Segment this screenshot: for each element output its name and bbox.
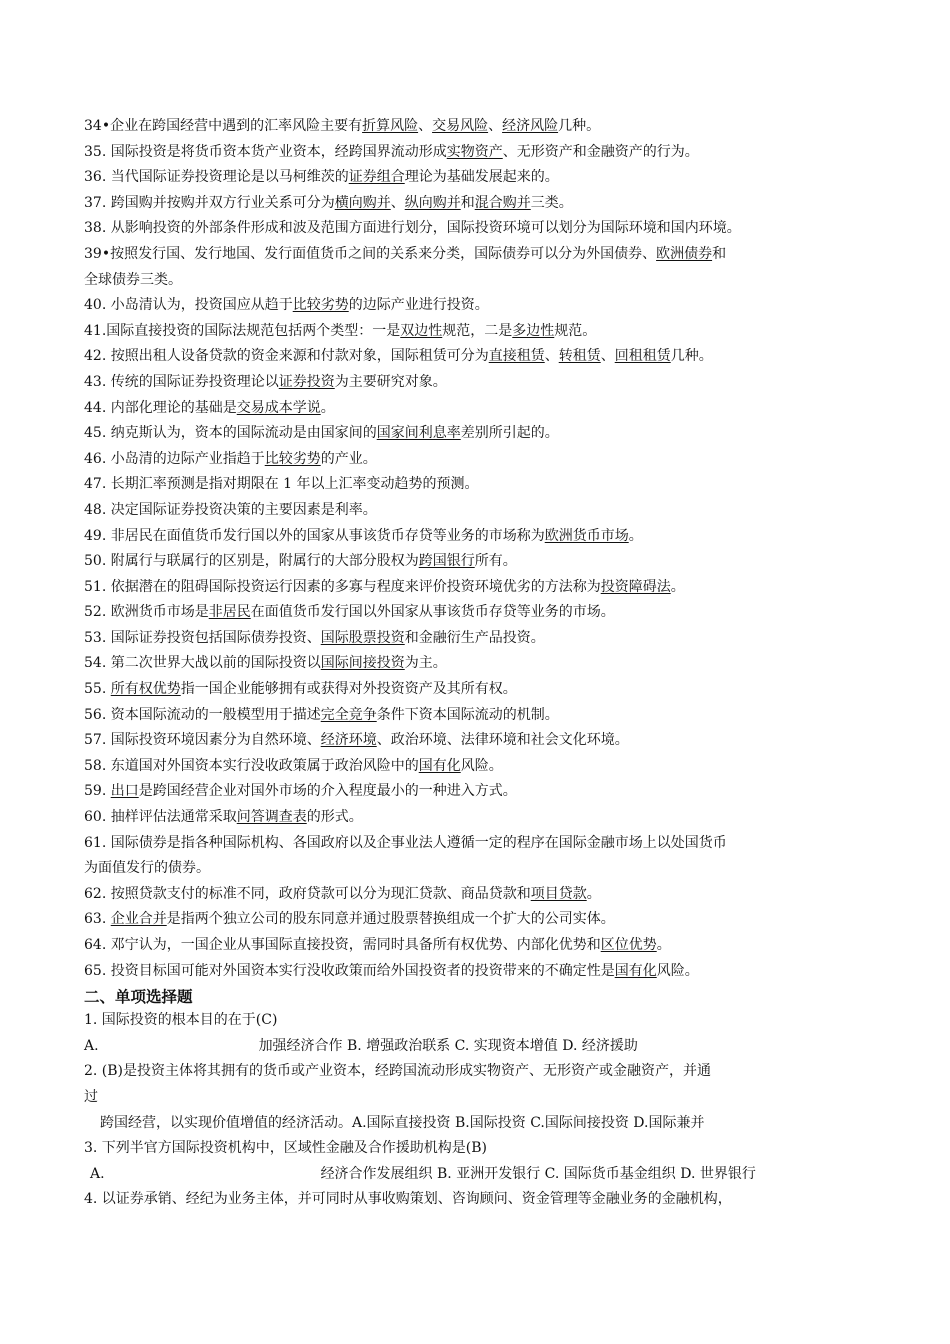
- fill-blank-line: [84, 319, 874, 345]
- line-text: 43. 传统的国际证券投资理论以: [84, 373, 279, 390]
- line-text: 58. 东道国对外国资本实行没收政策属于政治风险中的: [84, 757, 419, 774]
- underlined-answer: 问答调查表: [236, 809, 307, 826]
- underlined-answer: 双边性: [400, 322, 443, 339]
- line-text: 风险。: [460, 757, 503, 774]
- line-text: 55.: [84, 681, 111, 698]
- underlined-answer: 所有权优势: [110, 681, 181, 698]
- line-text: 35. 国际投资是将货币资本货产业资本，经跨国界流动形成: [84, 143, 447, 160]
- question-1-stem: 1. 国际投资的根本目的在于(C): [84, 1012, 278, 1029]
- underlined-answer: 折算风险: [362, 118, 419, 134]
- line-text: 39•按照发行国、发行地国、发行面值货币之间的关系来分类，国际债券可以分为外国债券、: [84, 245, 657, 262]
- fill-blank-line: [84, 907, 874, 933]
- fill-blank-section: [84, 114, 874, 984]
- question-1-options-rest: 加强经济合作 B. 增强政治联系 C. 实现资本增值 D. 经济援助: [258, 1037, 638, 1054]
- underlined-answer: 实物资产: [446, 143, 503, 160]
- line-text: 的产业。: [320, 450, 377, 467]
- fill-blank-line: [84, 575, 874, 601]
- question-3-stem: 3. 下列半官方国际投资机构中，区域性金融及合作援助机构是(B): [84, 1140, 488, 1157]
- fill-blank-line: [84, 959, 874, 985]
- fill-blank-line: [84, 933, 874, 959]
- line-text: 61. 国际债券是指各种国际机构、各国政府以及企事业法人遵循一定的程序在国际金融市场上以处国货币: [84, 834, 727, 851]
- fill-blank-line: [84, 600, 874, 626]
- fill-blank-line: [84, 396, 874, 422]
- underlined-answer: 证券组合: [348, 169, 405, 186]
- fill-blank-line: [84, 524, 874, 550]
- underlined-answer: 出口: [110, 783, 139, 800]
- question-2-stem-line-1: 2. (B)是投资主体将其拥有的货币或产业资本，经跨国流动形成实物资产、无形资产或金融资产，并通: [84, 1063, 712, 1080]
- line-text: 51. 依据潜在的阻碍国际投资运行因素的多寡与程度来评价投资环境优劣的方法称为: [84, 578, 601, 595]
- underlined-answer: 转租赁: [558, 348, 601, 365]
- underlined-answer: 投资障碍法: [600, 578, 671, 595]
- fill-blank-line: [84, 293, 874, 319]
- line-text: 条件下资本国际流动的机制。: [376, 706, 559, 723]
- underlined-answer: 国家间利息率: [376, 425, 461, 442]
- underlined-answer: 交易成本学说: [236, 399, 321, 416]
- line-text: 的边际产业进行投资。: [348, 297, 489, 314]
- line-text: 规范。: [554, 322, 597, 339]
- underlined-answer: 横向购并: [334, 194, 391, 211]
- line-text: 36. 当代国际证券投资理论是以马柯维茨的: [84, 169, 349, 186]
- underlined-answer: 国际股票投资: [320, 629, 405, 646]
- fill-blank-line: [84, 216, 874, 242]
- line-text: 。: [320, 399, 335, 416]
- line-text: 为面值发行的债券。: [84, 860, 210, 877]
- line-text: 为主要研究对象。: [334, 373, 447, 390]
- underlined-answer: 回租租赁: [614, 348, 671, 365]
- line-text: 60. 抽样评估法通常采取: [84, 809, 237, 826]
- question-1-option-a: A.: [84, 1037, 99, 1054]
- line-text: 47. 长期汇率预测是指对期限在 1 年以上汇率变动趋势的预测。: [84, 476, 479, 493]
- line-text: 。: [656, 937, 671, 953]
- line-text: 48. 决定国际证券投资决策的主要因素是利率。: [84, 501, 377, 518]
- line-text: 。: [670, 578, 685, 595]
- underlined-answer: 非居民: [208, 604, 251, 621]
- underlined-answer: 欧洲债券: [656, 245, 713, 262]
- line-text: 、政治环境、法律环境和社会文化环境。: [376, 732, 629, 749]
- line-text: 、: [418, 118, 433, 134]
- line-text: 是指两个独立公司的股东同意并通过股票替换组成一个扩大的公司实体。: [166, 911, 615, 928]
- line-text: 所有。: [474, 553, 517, 570]
- underlined-answer: 国有化: [418, 757, 461, 774]
- line-text: 理论为基础发展起来的。: [404, 169, 559, 186]
- line-text: 。: [628, 527, 643, 544]
- document-page: [84, 114, 874, 1213]
- fill-blank-line: [84, 703, 874, 729]
- fill-blank-line: [84, 114, 874, 140]
- line-text: 、无形资产和金融资产的行为。: [502, 143, 699, 160]
- line-text: 在面值货币发行国以外国家从事该货币存贷等业务的市场。: [250, 604, 615, 621]
- question-1-options: [84, 1034, 874, 1060]
- fill-blank-line: [84, 805, 874, 831]
- line-text: 、: [390, 194, 405, 211]
- fill-blank-line: [84, 140, 874, 166]
- line-text: 几种。: [670, 348, 713, 365]
- line-text: 53. 国际证券投资包括国际债券投资、: [84, 629, 321, 646]
- question-3-options-rest: 经济合作发展组织 B. 亚洲开发银行 C. 国际货币基金组织 D. 世界银行: [320, 1165, 756, 1182]
- line-text: 三类。: [530, 194, 573, 211]
- line-text: 44. 内部化理论的基础是: [84, 399, 237, 416]
- question-2-stem-line-2: 过: [84, 1088, 98, 1105]
- line-text: 风险。: [656, 962, 699, 979]
- fill-blank-line: [84, 779, 874, 805]
- line-text: 是跨国经营企业对国外市场的介入程度最小的一种进入方式。: [138, 783, 517, 800]
- line-text: 59.: [84, 783, 111, 800]
- question-2-stem-line-3: 跨国经营，以实现价值增值的经济活动。A.国际直接投资 B.国际投资 C.国际间接投资 D.国际兼并: [100, 1114, 705, 1131]
- line-text: 63.: [84, 911, 111, 928]
- underlined-answer: 纵向购并: [404, 194, 461, 211]
- underlined-answer: 欧洲货币市场: [544, 527, 629, 544]
- line-text: 、: [600, 348, 615, 365]
- line-text: 62. 按照贷款支付的标准不同，政府贷款可以分为现汇贷款、商品贷款和: [84, 885, 531, 902]
- line-text: 全球债券三类。: [84, 271, 182, 288]
- line-text: 42. 按照出租人设备贷款的资金来源和付款对象，国际租赁可分为: [84, 348, 489, 365]
- fill-blank-line: [84, 242, 874, 268]
- question-3-option-a: A.: [90, 1165, 105, 1182]
- line-text: 规范，二是: [442, 322, 513, 339]
- fill-blank-line: [84, 831, 874, 857]
- underlined-answer: 混合购并: [474, 194, 531, 211]
- underlined-answer: 经济环境: [320, 732, 377, 749]
- line-text: 46. 小岛清的边际产业指趋于: [84, 450, 265, 467]
- line-text: 。: [586, 885, 601, 902]
- fill-blank-line: [84, 268, 874, 294]
- line-text: 和: [712, 245, 727, 262]
- fill-blank-line: [84, 651, 874, 677]
- underlined-answer: 多边性: [512, 322, 555, 339]
- fill-blank-line: [84, 626, 874, 652]
- underlined-answer: 跨国银行: [418, 553, 475, 570]
- underlined-answer: 经济风险: [502, 118, 559, 134]
- line-text: 40. 小岛清认为，投资国应从趋于: [84, 297, 293, 314]
- line-text: 的形式。: [306, 809, 363, 826]
- fill-blank-line: [84, 421, 874, 447]
- underlined-answer: 企业合并: [110, 911, 167, 928]
- underlined-answer: 直接租赁: [488, 348, 545, 365]
- underlined-answer: 证券投资: [278, 373, 335, 390]
- line-text: 45. 纳克斯认为，资本的国际流动是由国家间的: [84, 425, 377, 442]
- line-text: 37. 跨国购并按购并双方行业关系可分为: [84, 194, 335, 211]
- fill-blank-line: [84, 882, 874, 908]
- line-text: 、: [488, 118, 503, 134]
- underlined-answer: 区位优势: [600, 937, 657, 953]
- line-text: 34•企业在跨国经营中遇到的汇率风险主要有: [84, 118, 363, 134]
- fill-blank-line: [84, 370, 874, 396]
- line-text: 几种。: [558, 118, 601, 134]
- line-text: 52. 欧洲货币市场是: [84, 604, 209, 621]
- fill-blank-line: [84, 447, 874, 473]
- fill-blank-line: [84, 498, 874, 524]
- underlined-answer: 比较劣势: [292, 297, 349, 314]
- fill-blank-line: [84, 677, 874, 703]
- underlined-answer: 交易风险: [432, 118, 489, 134]
- fill-blank-line: [84, 728, 874, 754]
- fill-blank-line: [84, 191, 874, 217]
- line-text: 和金融衍生产品投资。: [404, 629, 545, 646]
- line-text: 50. 附属行与联属行的区别是，附属行的大部分股权为: [84, 553, 419, 570]
- underlined-answer: 项目贷款: [530, 885, 587, 902]
- fill-blank-line: [84, 165, 874, 191]
- line-text: 64. 邓宁认为，一国企业从事国际直接投资，需同时具备所有权优势、内部化优势和: [84, 937, 601, 953]
- underlined-answer: 完全竞争: [320, 706, 377, 723]
- fill-blank-line: [84, 549, 874, 575]
- line-text: 49. 非居民在面值货币发行国以外的国家从事该货币存贷等业务的市场称为: [84, 527, 545, 544]
- line-text: 65. 投资目标国可能对外国资本实行没收政策而给外国投资者的投资带来的不确定性是: [84, 962, 615, 979]
- question-4-stem: 4. 以证券承销、经纪为业务主体，并可同时从事收购策划、咨询顾问、资金管理等金融业务的金融机构，: [84, 1191, 732, 1208]
- question-3-options: [84, 1162, 874, 1188]
- underlined-answer: 国际间接投资: [320, 655, 405, 672]
- line-text: 41.国际直接投资的国际法规范包括两个类型：一是: [84, 322, 401, 339]
- underlined-answer: 国有化: [614, 962, 657, 979]
- line-text: 57. 国际投资环境因素分为自然环境、: [84, 732, 321, 749]
- fill-blank-line: [84, 472, 874, 498]
- line-text: 差别所引起的。: [460, 425, 559, 442]
- line-text: 指一国企业能够拥有或获得对外投资资产及其所有权。: [180, 681, 517, 698]
- line-text: 56. 资本国际流动的一般模型用于描述: [84, 706, 321, 723]
- fill-blank-line: [84, 344, 874, 370]
- section-heading: 二、单项选择题: [84, 988, 193, 1007]
- underlined-answer: 比较劣势: [264, 450, 321, 467]
- fill-blank-line: [84, 754, 874, 780]
- line-text: 和: [460, 194, 475, 211]
- line-text: 为主。: [404, 655, 447, 672]
- line-text: 38. 从影响投资的外部条件形成和波及范围方面进行划分，国际投资环境可以划分为国际环境和国内环境。: [84, 220, 741, 237]
- line-text: 、: [544, 348, 559, 365]
- fill-blank-line: [84, 856, 874, 882]
- line-text: 54. 第二次世界大战以前的国际投资以: [84, 655, 321, 672]
